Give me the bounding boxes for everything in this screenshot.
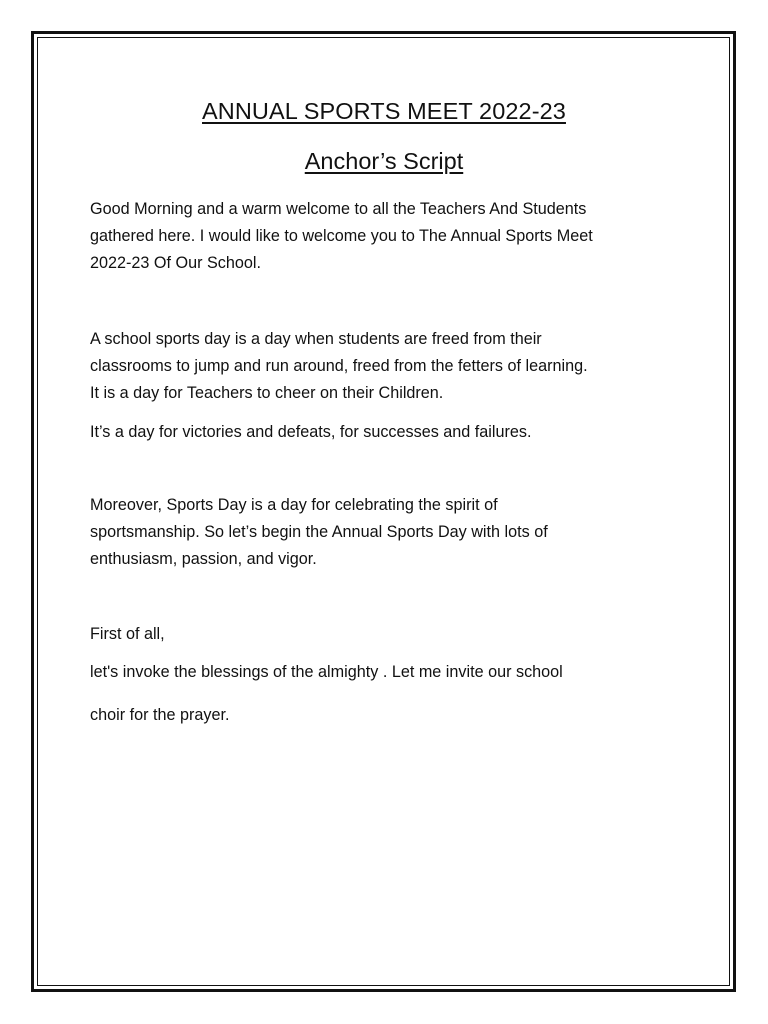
paragraph-sportsmanship	[90, 492, 690, 573]
paragraph-welcome	[90, 196, 690, 277]
paragraph-line: let's invoke the blessings of the almighty . Let me invite our school	[90, 663, 563, 681]
paragraph-line: Good Morning and a warm welcome to all the Teachers And Students	[90, 200, 587, 218]
document-title: ANNUAL SPORTS MEET 2022-23	[202, 98, 566, 124]
paragraph-line: enthusiasm, passion, and vigor.	[90, 550, 317, 568]
paragraph-line: A school sports day is a day when students are freed from their	[90, 330, 542, 348]
paragraph-line: Moreover, Sports Day is a day for celebrating the spirit of	[90, 496, 498, 514]
paragraph-line: It’s a day for victories and defeats, for successes and failures.	[90, 423, 532, 441]
paragraph-sports-day	[90, 326, 690, 407]
paragraph-line: choir for the prayer.	[90, 706, 230, 724]
document-subtitle: Anchor’s Script	[304, 148, 464, 174]
paragraph-invoke-blessings	[90, 659, 690, 686]
paragraph-line: gathered here. I would like to welcome you to The Annual Sports Meet	[90, 227, 593, 245]
paragraph-line: First of all,	[90, 625, 165, 643]
paragraph-first-of-all	[90, 621, 690, 648]
paragraph-line: 2022-23 Of Our School.	[90, 254, 261, 272]
paragraph-line: It is a day for Teachers to cheer on their Children.	[90, 384, 444, 402]
paragraph-line: sportsmanship. So let’s begin the Annual Sports Day with lots of	[90, 523, 548, 541]
paragraph-victories	[90, 419, 690, 446]
paragraph-line: classrooms to jump and run around, freed from the fetters of learning.	[90, 357, 588, 375]
paragraph-choir-prayer	[90, 702, 690, 729]
